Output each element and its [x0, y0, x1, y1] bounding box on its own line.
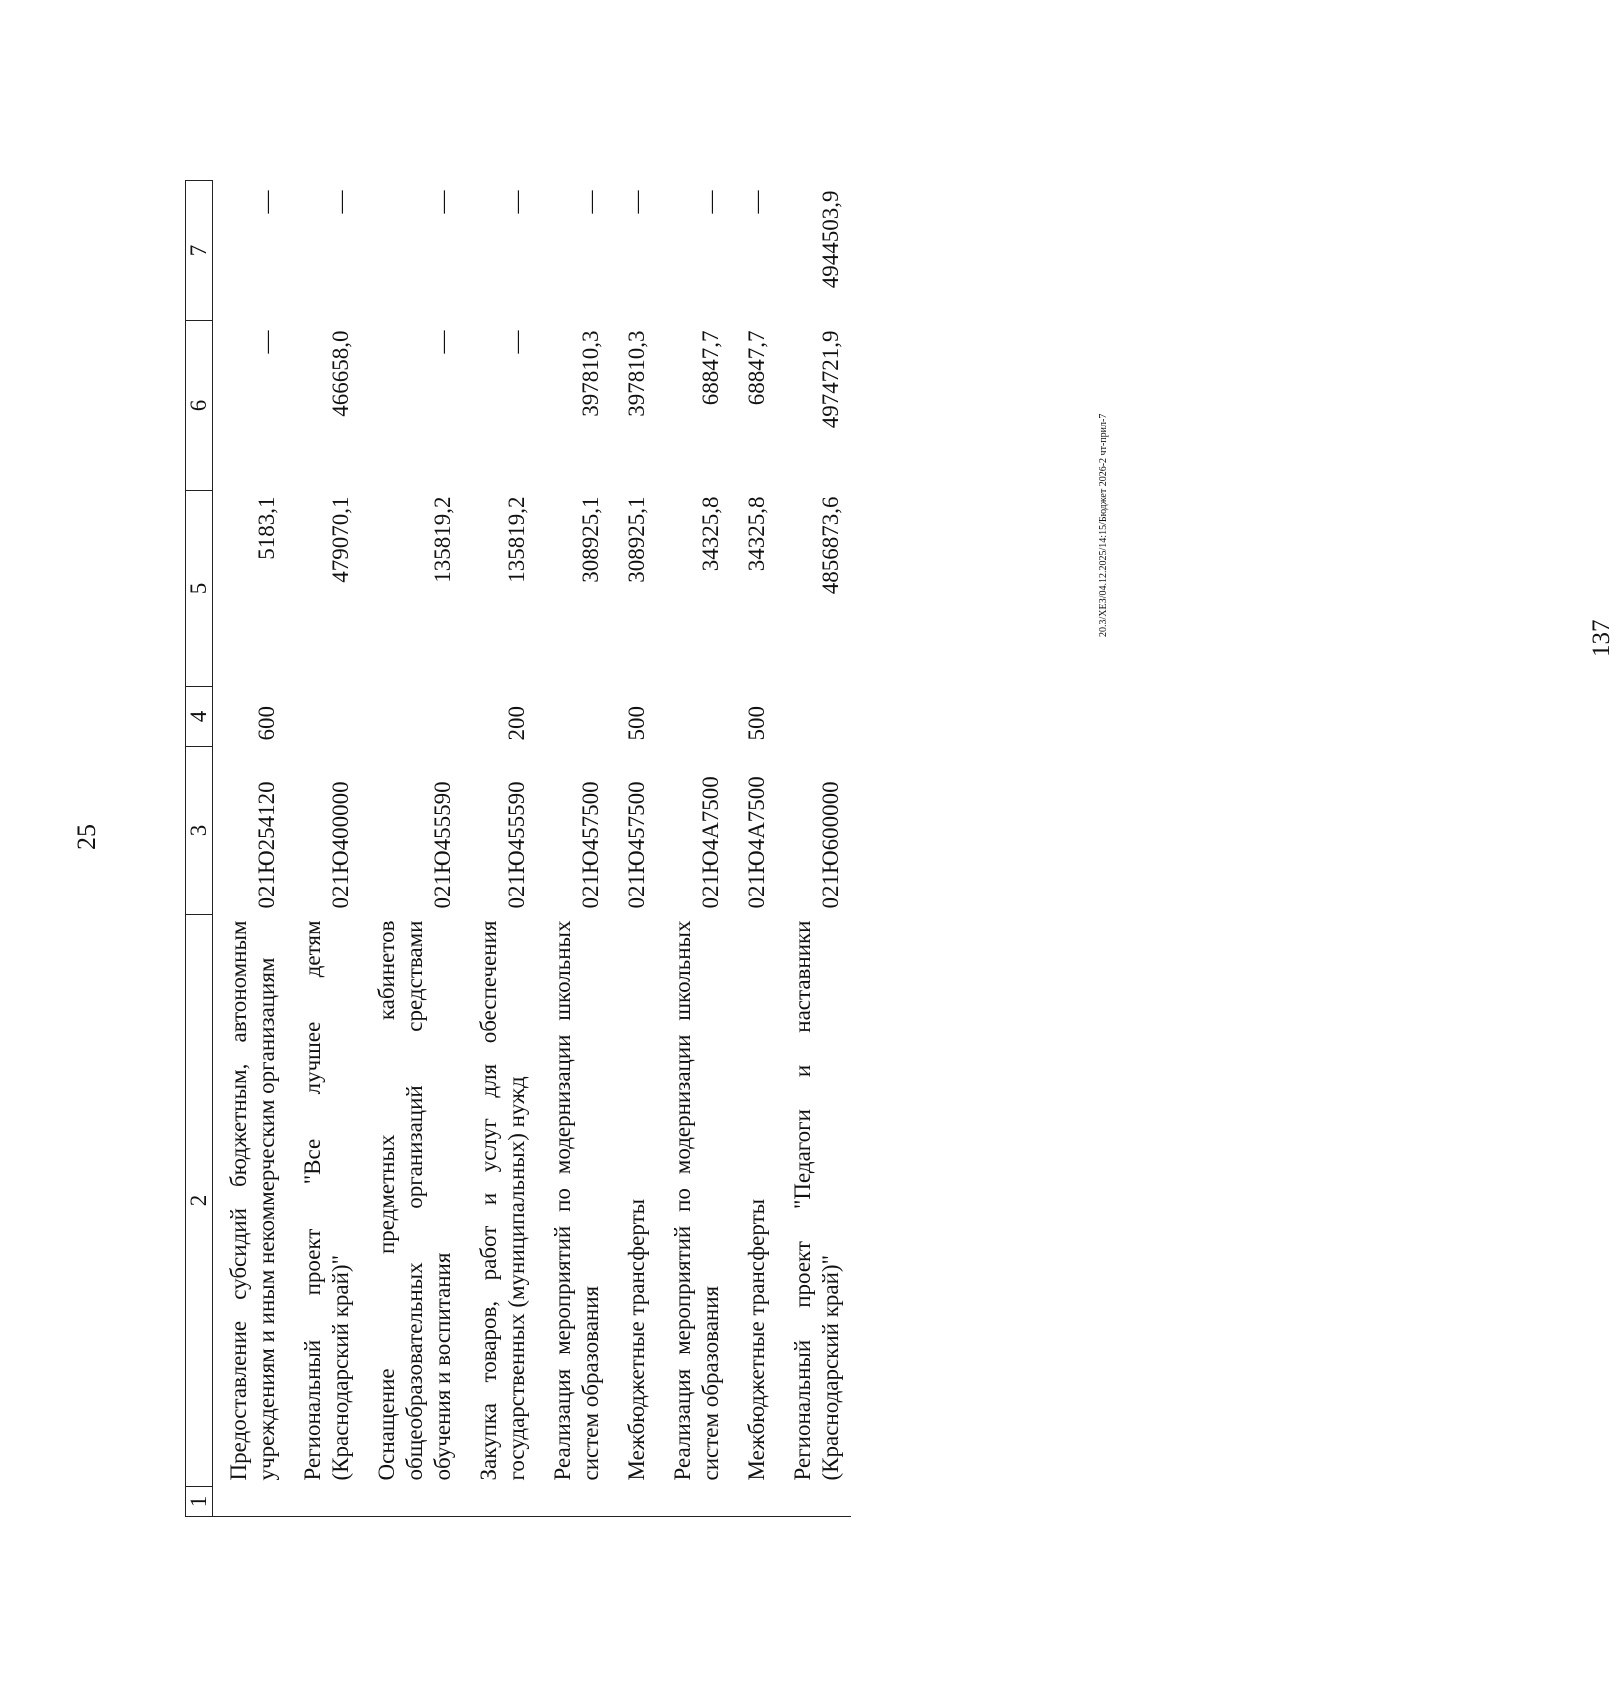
row-value-col5: 135819,2: [430, 496, 455, 583]
table-row: [213, 181, 288, 1517]
column-header: 1: [186, 1487, 213, 1517]
row-value-col5: 34325,8: [744, 496, 769, 572]
row-value-col7: —: [254, 190, 279, 214]
row-value-col6: —: [504, 330, 529, 354]
row-number-cell: [537, 1487, 611, 1517]
row-code: 021Ю455590: [430, 781, 455, 909]
row-value-col7: —: [430, 190, 455, 214]
row-value-col6: 397810,3: [624, 330, 649, 417]
budget-table: [185, 180, 851, 1517]
row-expense-type: 500: [744, 706, 769, 741]
footer-code: 20.3/ХЕЗ/04.12.2025/14:15/Бюджет 2026-2 чт-прил-7: [1098, 413, 1109, 637]
table-row: [731, 181, 777, 1517]
row-code: 021Ю4А7500: [698, 776, 723, 909]
row-number-cell: [287, 1487, 361, 1517]
row-name: Предоставление субсидий бюджетным, автономным учреждениям и иным некоммерческим организациям: [226, 920, 279, 1481]
column-header: 5: [186, 491, 213, 687]
sheet-number: 137: [1588, 619, 1615, 657]
row-number-cell: [361, 1487, 463, 1517]
row-name: Межбюджетные трансферты: [744, 1198, 769, 1481]
row-value-col7: —: [698, 190, 723, 214]
row-value-col6: 68847,7: [744, 330, 769, 406]
row-name: Региональный проект "Педагоги и наставники (Краснодарский край)": [790, 920, 843, 1481]
column-header: 4: [186, 687, 213, 747]
row-value-col5: 135819,2: [504, 496, 529, 583]
row-value-col5: 5183,1: [254, 496, 279, 560]
row-value-col6: 68847,7: [698, 330, 723, 406]
row-number-cell: [463, 1487, 537, 1517]
row-value-col6: —: [254, 330, 279, 354]
table-row: [777, 181, 851, 1517]
row-expense-type: 200: [504, 706, 529, 741]
row-value-col6: 466658,0: [328, 330, 353, 417]
column-header-row: [186, 181, 213, 1517]
row-value-col7: —: [328, 190, 353, 214]
table-body: [213, 181, 852, 1517]
row-value-col7: —: [504, 190, 529, 214]
table-row: [287, 181, 361, 1517]
column-header: 3: [186, 747, 213, 915]
row-name: Межбюджетные трансферты: [624, 1198, 649, 1481]
row-value-col7: 4944503,9: [818, 190, 843, 289]
row-value-col5: 4856873,6: [818, 496, 843, 595]
row-code: 021Ю254120: [254, 781, 279, 909]
column-header: 7: [186, 181, 213, 321]
row-value-col7: —: [578, 190, 603, 214]
row-code: 021Ю4А7500: [744, 776, 769, 909]
row-value-col6: 4974721,9: [818, 330, 843, 429]
row-expense-type: [361, 687, 463, 747]
row-expense-type: [537, 687, 611, 747]
row-value-col5: 308925,1: [578, 496, 603, 583]
row-expense-type: 600: [254, 706, 279, 741]
row-expense-type: [287, 687, 361, 747]
row-code: 021Ю455590: [504, 781, 529, 909]
row-number-cell: [777, 1487, 851, 1517]
row-name: Реализация мероприятий по модернизации школьных систем образования: [670, 920, 723, 1481]
page-number: 25: [72, 824, 101, 850]
row-expense-type: [657, 687, 731, 747]
row-expense-type: 500: [624, 706, 649, 741]
table-row: [463, 181, 537, 1517]
row-number-cell: [657, 1487, 731, 1517]
table-row: [537, 181, 611, 1517]
row-number-cell: [611, 1487, 657, 1517]
table-row: [657, 181, 731, 1517]
row-value-col7: —: [624, 190, 649, 214]
table-row: [361, 181, 463, 1517]
row-name: Региональный проект "Все лучшее детям (Краснодарский край)": [300, 920, 353, 1481]
row-value-col6: 397810,3: [578, 330, 603, 417]
row-name: Оснащение предметных кабинетов общеобразовательных организаций средствами обучения и воспитания: [374, 920, 455, 1481]
row-value-col5: 479070,1: [328, 496, 353, 583]
row-number-cell: [213, 1487, 288, 1517]
row-number-cell: [731, 1487, 777, 1517]
column-header: 6: [186, 321, 213, 491]
row-code: 021Ю400000: [328, 781, 353, 909]
row-code: 021Ю600000: [818, 781, 843, 909]
row-value-col5: 308925,1: [624, 496, 649, 583]
row-expense-type: [777, 687, 851, 747]
column-header: 2: [186, 915, 213, 1487]
row-code: 021Ю457500: [578, 781, 603, 909]
row-code: 021Ю457500: [624, 781, 649, 909]
row-value-col7: —: [744, 190, 769, 214]
row-value-col6: —: [430, 330, 455, 354]
row-name: Закупка товаров, работ и услуг для обеспечения государственных (муниципальных) нужд: [476, 920, 529, 1481]
row-name: Реализация мероприятий по модернизации школьных систем образования: [550, 920, 603, 1481]
row-value-col5: 34325,8: [698, 496, 723, 572]
table-row: [611, 181, 657, 1517]
